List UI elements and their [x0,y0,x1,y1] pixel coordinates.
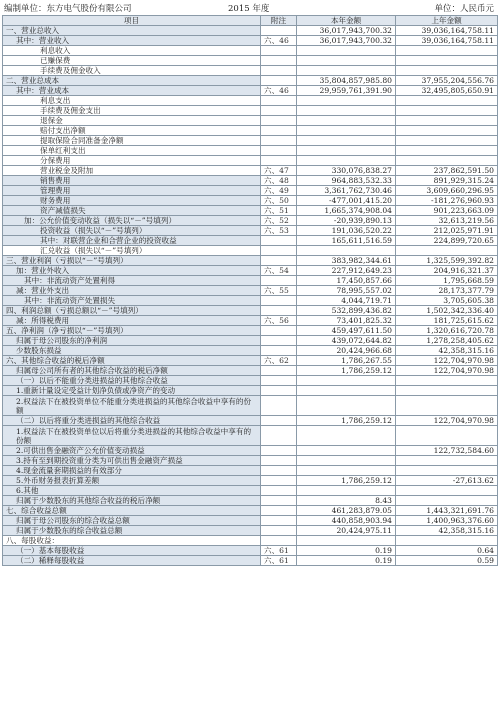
row-prior-amount: 181,725,615.62 [396,316,498,326]
row-note [261,96,297,106]
row-label: 其中：非流动资产处置利得 [3,276,261,286]
row-note [261,116,297,126]
row-current-amount: 36,017,943,700.32 [297,26,396,36]
row-label: 1.权益法下在被投资单位以后将重分类进损益的其他综合收益中享有的份额 [3,426,261,446]
table-row [3,446,498,456]
table-row [3,346,498,356]
company-name: 编制单位：东方电气股份有限公司 [4,4,132,14]
row-label: 手续费及佣金收入 [3,66,261,76]
column-header-current-year: 本年金额 [297,16,396,26]
table-row [3,266,498,276]
row-label: 少数股东损益 [3,346,261,356]
row-note [261,386,297,396]
row-note [261,296,297,306]
row-note [261,156,297,166]
row-label: 3.持有至到期投资重分类为可供出售金融资产损益 [3,456,261,466]
row-note [261,456,297,466]
table-row [3,236,498,246]
row-current-amount: 440,858,903.94 [297,516,396,526]
row-label: 减：所得税费用 [3,316,261,326]
row-label: 五、净利润（净亏损以“－”号填列） [3,326,261,336]
row-prior-amount: 37,955,204,556.76 [396,76,498,86]
table-row [3,546,498,556]
row-current-amount: 191,036,520.22 [297,226,396,236]
row-prior-amount [396,96,498,106]
row-label: 减：营业外支出 [3,286,261,296]
row-label: 其中：对联营企业和合营企业的投资收益 [3,236,261,246]
table-row [3,476,498,486]
row-note [261,256,297,266]
row-label: 1.重新计量设定受益计划净负债或净资产的变动 [3,386,261,396]
row-prior-amount: -181,276,960.93 [396,196,498,206]
row-label: （二）以后将重分类进损益的其他综合收益 [3,416,261,426]
table-row [3,496,498,506]
row-current-amount [297,396,396,416]
row-note [261,336,297,346]
table-row [3,306,498,316]
row-note [261,426,297,446]
table-row [3,296,498,306]
row-prior-amount: 3,705,605.38 [396,296,498,306]
row-prior-amount: 28,173,377.79 [396,286,498,296]
row-prior-amount: 42,358,315.16 [396,346,498,356]
row-label: 6.其他 [3,486,261,496]
row-note [261,516,297,526]
row-current-amount [297,426,396,446]
row-prior-amount: 39,036,164,758.11 [396,36,498,46]
row-label: 管理费用 [3,186,261,196]
table-row [3,216,498,226]
row-note [261,416,297,426]
row-prior-amount [396,386,498,396]
row-current-amount [297,146,396,156]
table-header-row [3,16,498,26]
row-current-amount: 1,786,259.12 [297,366,396,376]
table-row [3,316,498,326]
table-row [3,556,498,566]
table-row [3,256,498,266]
row-label: （一）以后不能重分类进损益的其他综合收益 [3,376,261,386]
row-prior-amount [396,66,498,76]
row-note [261,246,297,256]
table-row [3,46,498,56]
table-row [3,26,498,36]
row-prior-amount [396,116,498,126]
table-row [3,126,498,136]
row-label: 4.现金流量套期损益的有效部分 [3,466,261,476]
row-note: 六、62 [261,356,297,366]
column-header-item: 项目 [3,16,261,26]
table-body [3,26,498,566]
table-row [3,246,498,256]
row-prior-amount [396,46,498,56]
row-label: 归属于母公司股东的综合收益总额 [3,516,261,526]
row-label: 其中：营业成本 [3,86,261,96]
row-current-amount: 29,959,761,391.90 [297,86,396,96]
column-header-prior-year: 上年金额 [396,16,498,26]
table-row [3,156,498,166]
report-header [0,0,500,14]
table-row [3,386,498,396]
row-prior-amount [396,456,498,466]
row-prior-amount: 1,325,599,392.82 [396,256,498,266]
row-current-amount [297,486,396,496]
row-label: 归属母公司所有者的其他综合收益的税后净额 [3,366,261,376]
row-label: 投资收益（损失以“－”号填列） [3,226,261,236]
row-note [261,236,297,246]
row-label: 2.可供出售金融资产公允价值变动损益 [3,446,261,456]
row-current-amount: 1,786,259.12 [297,476,396,486]
table-row [3,536,498,546]
table-row [3,76,498,86]
table-row [3,56,498,66]
table-row [3,106,498,116]
row-label: 分保费用 [3,156,261,166]
table-row [3,356,498,366]
income-statement-table [2,15,498,566]
row-current-amount [297,446,396,456]
row-current-amount: 439,072,644.82 [297,336,396,346]
row-current-amount [297,536,396,546]
row-note: 六、46 [261,36,297,46]
row-note [261,276,297,286]
row-prior-amount: 32,613,219.56 [396,216,498,226]
row-label: 赔付支出净额 [3,126,261,136]
row-label: 其中：非流动资产处置损失 [3,296,261,306]
row-note [261,66,297,76]
row-prior-amount [396,56,498,66]
row-prior-amount [396,106,498,116]
row-current-amount [297,106,396,116]
row-note: 六、55 [261,286,297,296]
row-current-amount: 35,804,857,985.80 [297,76,396,86]
row-label: 提取保险合同准备金净额 [3,136,261,146]
row-note [261,76,297,86]
row-label: 销售费用 [3,176,261,186]
row-current-amount: 4,044,719.71 [297,296,396,306]
table-row [3,326,498,336]
row-note: 六、61 [261,546,297,556]
table-row [3,486,498,496]
row-prior-amount [396,246,498,256]
row-current-amount: 0.19 [297,556,396,566]
row-note [261,306,297,316]
row-prior-amount: 122,704,970.98 [396,366,498,376]
row-prior-amount: 891,929,315.24 [396,176,498,186]
row-prior-amount: 212,025,971.91 [396,226,498,236]
currency-unit: 单位：人民币元 [434,4,494,14]
table-row [3,526,498,536]
table-row [3,186,498,196]
row-prior-amount [396,496,498,506]
row-note: 六、52 [261,216,297,226]
row-note [261,526,297,536]
table-row [3,336,498,346]
table-row [3,516,498,526]
row-current-amount: 73,401,825.32 [297,316,396,326]
row-note: 六、54 [261,266,297,276]
row-label: 七、综合收益总额 [3,506,261,516]
table-row [3,176,498,186]
table-row [3,396,498,416]
report-year: 2015 年度 [228,4,270,14]
row-current-amount: 20,424,975.11 [297,526,396,536]
row-label: 手续费及佣金支出 [3,106,261,116]
row-label: 六、其他综合收益的税后净额 [3,356,261,366]
column-header-note: 附注 [261,16,297,26]
row-current-amount: 17,450,857.66 [297,276,396,286]
table-row [3,466,498,476]
row-current-amount: 8.43 [297,496,396,506]
row-prior-amount: 0.59 [396,556,498,566]
row-prior-amount: 901,223,663.09 [396,206,498,216]
row-label: 利息支出 [3,96,261,106]
row-note [261,346,297,356]
row-prior-amount: 32,495,805,650.91 [396,86,498,96]
row-current-amount [297,136,396,146]
row-current-amount [297,126,396,136]
row-current-amount: 227,912,649.23 [297,266,396,276]
row-current-amount [297,386,396,396]
row-current-amount [297,376,396,386]
row-note [261,446,297,456]
row-note: 六、50 [261,196,297,206]
row-current-amount [297,56,396,66]
row-note [261,506,297,516]
row-note [261,536,297,546]
row-note [261,26,297,36]
row-note [261,376,297,386]
row-note [261,366,297,376]
row-label: 一、营业总收入 [3,26,261,36]
row-prior-amount: 3,609,660,296.95 [396,186,498,196]
row-prior-amount [396,486,498,496]
row-label: 归属于少数股东的综合收益总额 [3,526,261,536]
row-label: 汇兑收益（损失以“－”号填列） [3,246,261,256]
row-current-amount: 0.19 [297,546,396,556]
row-current-amount: 330,076,838.27 [297,166,396,176]
row-current-amount: -20,939,890.13 [297,216,396,226]
row-current-amount: -477,001,415.20 [297,196,396,206]
row-prior-amount: -27,613.62 [396,476,498,486]
row-label: 其中：营业收入 [3,36,261,46]
row-prior-amount [396,396,498,416]
row-note: 六、53 [261,226,297,236]
row-prior-amount: 224,899,720.65 [396,236,498,246]
table-row [3,366,498,376]
table-row [3,416,498,426]
row-current-amount: 459,497,611.50 [297,326,396,336]
row-note [261,476,297,486]
row-note: 六、61 [261,556,297,566]
row-prior-amount: 1,795,668.59 [396,276,498,286]
row-prior-amount: 1,443,321,691.76 [396,506,498,516]
row-current-amount [297,246,396,256]
table-row [3,116,498,126]
row-label: 四、利润总额（亏损总额以“－”号填列） [3,306,261,316]
row-current-amount: 1,786,259.12 [297,416,396,426]
row-note [261,46,297,56]
row-current-amount: 1,665,374,908.04 [297,206,396,216]
row-current-amount: 1,786,267.55 [297,356,396,366]
row-prior-amount [396,146,498,156]
row-label: 加：营业外收入 [3,266,261,276]
row-label: 保单红利支出 [3,146,261,156]
row-note [261,126,297,136]
row-current-amount [297,156,396,166]
row-current-amount [297,96,396,106]
table-row [3,426,498,446]
table-row [3,86,498,96]
row-label: 资产减值损失 [3,206,261,216]
table-row [3,206,498,216]
table-row [3,506,498,516]
row-prior-amount: 1,278,258,405.62 [396,336,498,346]
row-note [261,136,297,146]
table-row [3,276,498,286]
row-label: （二）稀释每股收益 [3,556,261,566]
row-note: 六、56 [261,316,297,326]
row-current-amount [297,466,396,476]
row-current-amount: 461,283,879.05 [297,506,396,516]
row-note: 六、48 [261,176,297,186]
row-prior-amount: 39,036,164,758.11 [396,26,498,36]
row-label: 加：公允价值变动收益（损失以“－”号填列） [3,216,261,226]
row-current-amount [297,456,396,466]
row-prior-amount [396,126,498,136]
table-row [3,36,498,46]
row-current-amount: 165,611,516.59 [297,236,396,246]
row-note [261,56,297,66]
row-note: 六、47 [261,166,297,176]
row-current-amount: 78,995,557.02 [297,286,396,296]
table-row [3,146,498,156]
row-current-amount: 20,424,966.68 [297,346,396,356]
row-label: 归属于母公司股东的净利润 [3,336,261,346]
row-prior-amount: 204,916,321.37 [396,266,498,276]
table-row [3,226,498,236]
row-current-amount: 964,883,532.33 [297,176,396,186]
row-note [261,146,297,156]
table-row [3,136,498,146]
table-row [3,96,498,106]
table-row [3,376,498,386]
row-prior-amount: 237,862,591.50 [396,166,498,176]
row-label: （一）基本每股收益 [3,546,261,556]
row-prior-amount [396,376,498,386]
row-prior-amount [396,466,498,476]
row-current-amount: 383,982,344.61 [297,256,396,266]
row-prior-amount [396,426,498,446]
row-label: 5.外币财务报表折算差额 [3,476,261,486]
row-current-amount [297,66,396,76]
row-prior-amount: 42,358,315.16 [396,526,498,536]
row-prior-amount [396,136,498,146]
row-prior-amount: 122,704,970.98 [396,356,498,366]
row-prior-amount: 1,400,963,376.60 [396,516,498,526]
table-row [3,286,498,296]
row-note: 六、51 [261,206,297,216]
row-current-amount: 532,899,436.82 [297,306,396,316]
row-label: 财务费用 [3,196,261,206]
row-current-amount: 3,361,762,730.46 [297,186,396,196]
row-prior-amount [396,536,498,546]
table-row [3,456,498,466]
row-label: 营业税金及附加 [3,166,261,176]
row-note [261,466,297,476]
row-prior-amount: 122,704,970.98 [396,416,498,426]
row-note [261,326,297,336]
table-row [3,166,498,176]
row-label: 三、营业利润（亏损以“－”号填列） [3,256,261,266]
row-note [261,486,297,496]
row-label: 2.权益法下在被投资单位不能重分类进损益的其他综合收益中享有的份额 [3,396,261,416]
row-label: 二、营业总成本 [3,76,261,86]
row-note [261,396,297,416]
row-note: 六、49 [261,186,297,196]
table-row [3,196,498,206]
row-prior-amount: 1,320,616,720.78 [396,326,498,336]
row-prior-amount: 122,732,584.60 [396,446,498,456]
row-prior-amount: 0.64 [396,546,498,556]
row-label: 已赚保费 [3,56,261,66]
row-current-amount [297,46,396,56]
row-current-amount: 36,017,943,700.32 [297,36,396,46]
table-row [3,66,498,76]
row-note: 六、46 [261,86,297,96]
row-note [261,496,297,506]
row-prior-amount [396,156,498,166]
row-label: 八、每股收益： [3,536,261,546]
row-label: 退保金 [3,116,261,126]
row-note [261,106,297,116]
row-prior-amount: 1,502,342,336.40 [396,306,498,316]
row-label: 归属于少数股东的其他综合收益的税后净额 [3,496,261,506]
row-label: 利息收入 [3,46,261,56]
row-current-amount [297,116,396,126]
